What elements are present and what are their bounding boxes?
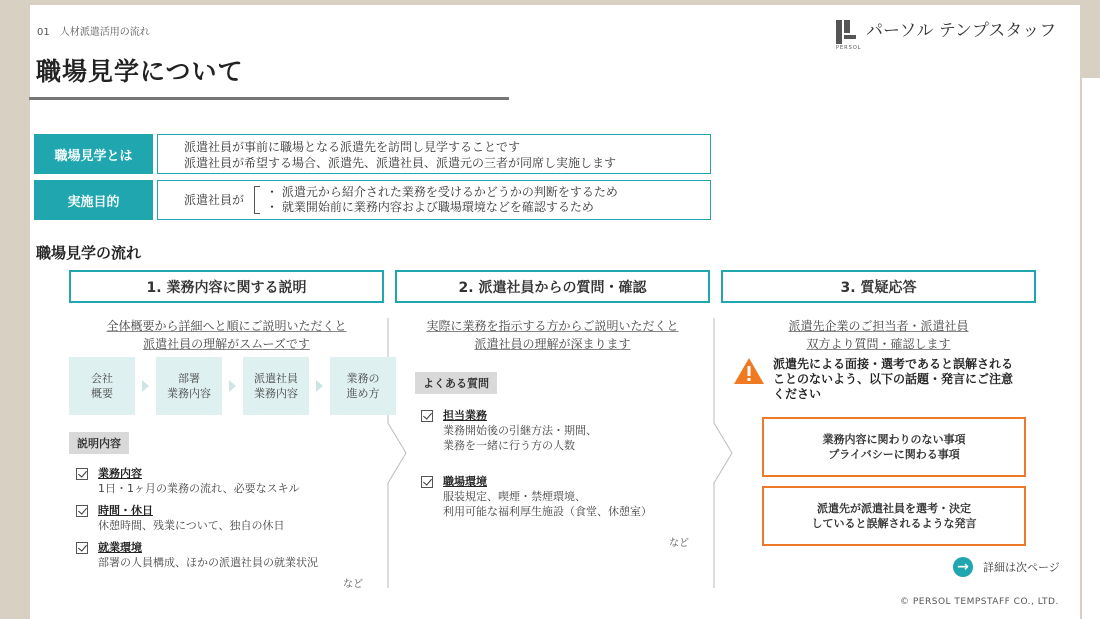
purpose-lead: 派遣社員が — [184, 193, 245, 207]
caution-box-1: 業務内容に関わりのない事項 プライバシーに関わる事項 — [762, 417, 1026, 477]
warning-icon — [733, 357, 765, 385]
checkbox-icon — [76, 505, 88, 517]
purpose-item: ・ 就業開始前に業務内容および職場環境などを確認するため — [266, 200, 594, 214]
persol-logo — [836, 20, 1057, 51]
step1-description — [69, 317, 384, 353]
step1-check-item: 業務内容 1日・1ヶ月の業務の流れ、必要なスキル — [76, 466, 300, 496]
definition-label: 職場見学とは — [34, 134, 153, 174]
checkbox-icon — [76, 542, 88, 554]
purpose-row — [34, 180, 711, 220]
chevron-right-icon — [142, 380, 149, 392]
mini-step-staff-duties: 派遣社員 業務内容 — [243, 357, 309, 415]
chevron-right-icon — [229, 380, 236, 392]
step2-desc-line-2: 派遣社員の理解が深まります — [474, 337, 631, 351]
purpose-box — [157, 180, 711, 220]
definition-box — [157, 134, 711, 174]
definition-line-2: 派遣社員が希望する場合、派遣先、派遣社員、派遣元の三者が同席し実施します — [184, 156, 617, 170]
step1-tag: 説明内容 — [69, 432, 129, 454]
bracket-shape — [254, 186, 260, 214]
step1-desc-line-1: 全体概要から詳細へと順にご説明いただくと — [106, 319, 347, 333]
step2-desc-line-1: 実際に業務を指示する方からご説明いただくと — [426, 319, 679, 333]
mini-step-department: 部署 業務内容 — [156, 357, 222, 415]
step1-check-item: 就業環境 部署の人員構成、ほかの派遣社員の就業状況 — [76, 540, 318, 570]
step1-etc: など — [343, 579, 363, 590]
step2-check-item: 担当業務 業務開始後の引継方法・期間、 業務を一緒に行う方の人数 — [421, 408, 597, 453]
warning-text: 派遣先による面接・選考であると誤解される ことのないよう、以下の話題・発言にご注意 ください — [773, 357, 1014, 401]
purpose-item: ・ 派遣元から紹介された業務を受けるかどうかの判断をするため — [266, 185, 618, 199]
arrow-right-icon: → — [953, 557, 973, 577]
checkbox-icon — [421, 410, 433, 422]
flow-title: 職場見学の流れ — [36, 244, 142, 262]
mini-steps — [69, 357, 396, 415]
step3-header: 3. 質疑応答 — [721, 270, 1036, 303]
step3-desc-line-2: 双方より質問・確認します — [806, 337, 951, 351]
step2-description — [395, 317, 710, 353]
persol-logo-icon — [836, 20, 862, 51]
copyright: © PERSOL TEMPSTAFF CO., LTD. — [900, 597, 1059, 607]
step3-description — [721, 317, 1036, 353]
definition-line-1: 派遣社員が事前に職場となる派遣先を訪問し見学することです — [184, 140, 521, 154]
page-title: 職場見学について — [36, 57, 244, 86]
checkbox-icon — [421, 476, 433, 488]
logo-sub: PERSOL — [836, 45, 862, 51]
mini-step-workflow: 業務の 進め方 — [330, 357, 396, 415]
next-page-link[interactable] — [953, 557, 1060, 577]
checkbox-icon — [76, 468, 88, 480]
step1-header: 1. 業務内容に関する説明 — [69, 270, 384, 303]
step3-desc-line-1: 派遣先企業のご担当者・派遣社員 — [788, 319, 969, 333]
side-strip — [1082, 78, 1100, 619]
title-underline — [29, 97, 509, 100]
caution-box-2: 派遣先が派遣社員を選考・決定 していると誤解されるような発言 — [762, 486, 1026, 546]
next-page-label: 詳細は次ページ — [983, 561, 1060, 574]
step1-desc-line-2: 派遣社員の理解がスムーズです — [143, 337, 310, 351]
mini-step-company: 会社 概要 — [69, 357, 135, 415]
purpose-list — [266, 185, 618, 215]
step2-header: 2. 派遣社員からの質問・確認 — [395, 270, 710, 303]
step2-check-item: 職場環境 服装規定、喫煙・禁煙環境、 利用可能な福利厚生施設（食堂、休憩室） — [421, 474, 652, 519]
logo-brand: パーソル テンプスタッフ — [866, 21, 1057, 41]
step2-tag: よくある質問 — [415, 372, 497, 394]
step1-check-item: 時間・休日 休憩時間、残業について、独自の休日 — [76, 503, 285, 533]
purpose-label: 実施目的 — [34, 180, 153, 220]
definition-row — [34, 134, 711, 174]
breadcrumb: 01 人材派遣活用の流れ — [37, 27, 150, 38]
chevron-right-icon — [316, 380, 323, 392]
warning-block — [733, 357, 1038, 402]
step2-etc: など — [669, 538, 689, 549]
